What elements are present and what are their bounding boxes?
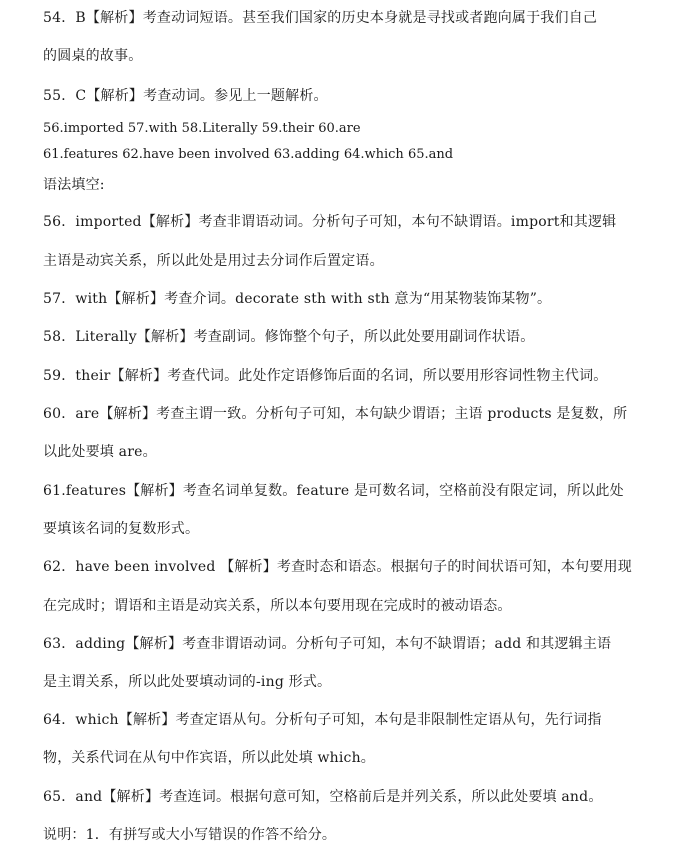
section-heading-grammar-fill: 语法填空:: [43, 177, 105, 193]
answer-56-line-1: 56．imported【解析】考查非谓语动词。分析句子可知，本句不缺谓语。import和其逻辑: [43, 214, 617, 230]
answer-57: 57．with【解析】考查介词。decorate sth with sth 意为“用某物装饰某物”。: [43, 291, 552, 307]
answer-61-line-1: 61.features【解析】考查名词单复数。feature 是可数名词，空格前没有限定词，所以此处: [43, 483, 624, 499]
answer-59: 59．their【解析】考查代词。此处作定语修饰后面的名词，所以要用形容词性物主代词。: [43, 368, 608, 384]
answer-63-line-2: 是主谓关系，所以此处要填动词的-ing 形式。: [43, 674, 332, 690]
answer-54-line-1: 54．B【解析】考查动词短语。甚至我们国家的历史本身就是寻找或者跑向属于我们自己: [43, 10, 598, 26]
answer-62-line-1: 62．have been involved 【解析】考查时态和语态。根据句子的时间状语可知，本句要用现: [43, 559, 632, 575]
answer-summary-61-65: 61.features 62.have been involved 63.adding 64.which 65.and: [43, 147, 454, 162]
answer-64-line-2: 物，关系代词在从句中作宾语，所以此处填 which。: [43, 750, 375, 766]
answer-64-line-1: 64．which【解析】考查定语从句。分析句子可知，本句是非限制性定语从句，先行词指: [43, 712, 602, 728]
answer-63-line-1: 63．adding【解析】考查非谓语动词。分析句子可知，本句不缺谓语；add 和其逻辑主语: [43, 636, 612, 652]
answer-summary-56-60: 56.imported 57.with 58.Literally 59.their 60.are: [43, 121, 361, 136]
answer-65: 65．and【解析】考查连词。根据句意可知，空格前后是并列关系，所以此处要填 and。: [43, 789, 603, 805]
answer-54-line-2: 的圆桌的故事。: [43, 48, 143, 64]
answer-58: 58．Literally【解析】考查副词。修饰整个句子，所以此处要用副词作状语。: [43, 329, 535, 345]
answer-60-line-1: 60．are【解析】考查主谓一致。分析句子可知，本句缺少谓语；主语 products 是复数，所: [43, 406, 628, 422]
answer-62-line-2: 在完成时；谓语和主语是动宾关系，所以本句要用现在完成时的被动语态。: [43, 598, 512, 614]
answer-60-line-2: 以此处要填 are。: [43, 444, 157, 460]
grading-note: 说明：1．有拼写或大小写错误的作答不给分。: [43, 827, 337, 843]
answer-56-line-2: 主语是动宾关系，所以此处是用过去分词作后置定语。: [43, 253, 384, 269]
answer-61-line-2: 要填该名词的复数形式。: [43, 521, 200, 537]
answer-55: 55．C【解析】考查动词。参见上一题解析。: [43, 88, 328, 104]
